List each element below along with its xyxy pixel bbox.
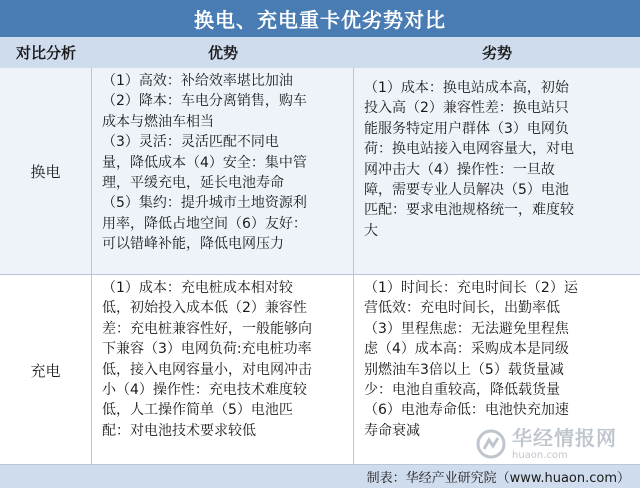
text-line: 匹配：要求电池规格统一，难度较 — [364, 202, 574, 219]
text-line: 投入高（2）兼容性差：换电站只 — [364, 100, 569, 117]
text-line: （1）成本：充电桩成本相对较 — [102, 280, 293, 296]
table-row-battery-swap — [0, 68, 640, 274]
watermark-logo-icon — [476, 429, 506, 459]
text-line: 网冲击大（4）操作性：一旦故 — [364, 161, 555, 178]
text-line: 小（4）操作性：充电技术难度较 — [102, 382, 307, 399]
source-footer: 制表：华经产业研究院（www.huaon.com） — [0, 464, 640, 488]
text-line: （5）集约：提升城市土地资源利 — [102, 195, 307, 212]
text-line: 用率，降低占地空间（6）友好： — [102, 215, 307, 232]
text-line: 配：对电池技术要求较低 — [102, 422, 256, 439]
text-line: 能服务特定用户群体（3）电网负 — [364, 120, 569, 137]
text-line: 低，人工操作简单（5）电池匹 — [102, 402, 293, 419]
header-cons: 劣势 — [481, 44, 512, 62]
text-line: （2）降本：车电分离销售，购车 — [102, 93, 307, 110]
text-line: 障，需要专业人员解决（5）电池 — [364, 182, 569, 199]
text-line: 荷：换电站接入电网容量大，对电 — [364, 141, 574, 158]
text-line: 营低效：充电时间长，出勤率低 — [364, 300, 560, 317]
text-line: 少：电池自重较高，降低载货量 — [364, 382, 560, 399]
header-row — [0, 37, 640, 69]
text-line: 理，平缓充电，延长电池寿命 — [102, 175, 284, 192]
table-title: 换电、充电重卡优劣势对比 — [0, 0, 640, 37]
pros-cell — [92, 68, 354, 274]
text-line: 成本与燃油车相当 — [102, 113, 214, 130]
text-line: 可以错峰补能，降低电网压力 — [102, 236, 284, 253]
pros-cell — [92, 275, 354, 465]
text-line: 低，接入电网容量小，对电网冲击 — [102, 361, 312, 378]
header-category: 对比分析 — [15, 44, 76, 62]
text-line: 低，初始投入成本低（2）兼容性 — [102, 300, 307, 317]
text-line: （1）高效：补给效率堪比加油 — [102, 73, 293, 89]
text-line: （1）成本：换电站成本高，初始 — [364, 80, 569, 96]
text-line: （6）电池寿命低：电池快充加速 — [364, 402, 569, 419]
row-category: 充电 — [0, 275, 92, 465]
watermark-url: huaon.com — [512, 449, 568, 461]
text-line: 虑（4）成本高：采购成本是同级 — [364, 341, 569, 358]
text-line: 差：充电桩兼容性好，一般能够向 — [102, 320, 312, 337]
text-line: （3）里程焦虑：无法避免里程焦 — [364, 320, 569, 337]
watermark-name: 华经情报网 — [512, 425, 617, 450]
text-line: 别燃油车3倍以上（5）载货量减 — [364, 361, 564, 378]
watermark — [476, 424, 636, 464]
row-category: 换电 — [0, 68, 92, 274]
header-pros: 优势 — [207, 44, 238, 62]
text-line: （3）灵活：灵活匹配不同电 — [102, 134, 279, 151]
text-line: 下兼容（3）电网负荷:充电桩功率 — [102, 341, 312, 358]
text-line: 寿命衰减 — [364, 422, 420, 439]
text-line: （1）时间长：充电时间长（2）运 — [364, 280, 578, 296]
text-line: 大 — [364, 222, 378, 239]
text-line: 量，降低成本（4）安全：集中管 — [102, 154, 307, 171]
cons-cell — [354, 68, 640, 274]
